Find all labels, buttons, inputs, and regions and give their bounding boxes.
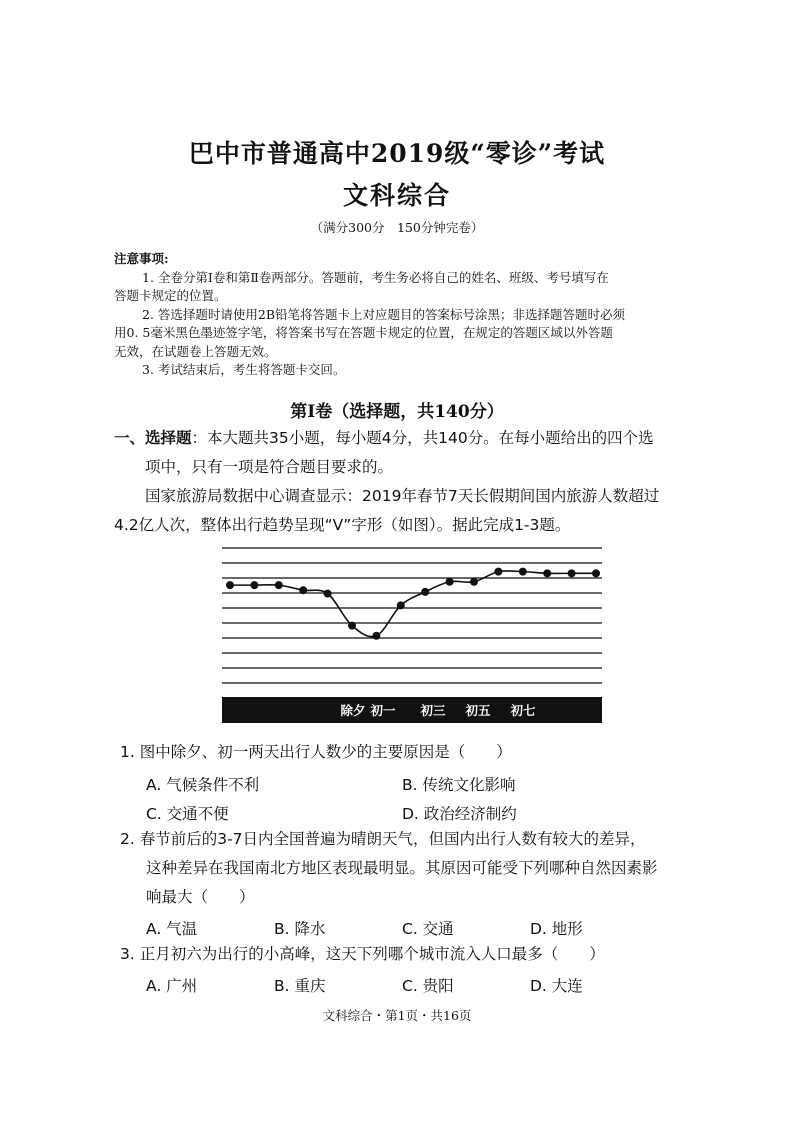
data-point	[446, 578, 454, 586]
q3-option-c: C. 贵阳	[402, 977, 454, 995]
intro-text-cont: 4.2亿人次，整体出行趋势呈现“V”字形（如图）。据此完成1-3题。	[114, 516, 571, 534]
q1-option-c: C. 交通不便	[146, 805, 229, 823]
trend-line	[230, 571, 596, 637]
question-3: 3. 正月初六为出行的小高峰，这天下列哪个城市流入人口最多（ ）	[120, 945, 605, 963]
data-point	[421, 588, 429, 596]
q2-option-a: A. 气温	[146, 920, 198, 938]
chart-grid	[222, 548, 602, 683]
x-tick-label: 初五	[465, 703, 491, 718]
data-point	[397, 601, 405, 609]
question-2-cont: 这种差异在我国南北方地区表现最明显。其原因可能受下列哪种自然因素影	[146, 859, 658, 877]
exam-subtitle: （满分300分 150分钟完卷）	[310, 220, 484, 235]
data-point	[226, 581, 234, 589]
notes-block	[114, 250, 684, 380]
data-point	[299, 586, 307, 594]
x-tick-label: 初三	[420, 703, 446, 718]
notes-line: 1. 全卷分第Ⅰ卷和第Ⅱ卷两部分。答题前，考生务必将自己的姓名、班级、考号填写在	[142, 269, 609, 285]
intro-text: 国家旅游局数据中心调查显示：2019年春节7天长假期间国内旅游人数超过	[145, 487, 660, 505]
notes-line: 3. 考试结束后，考生将答题卡交回。	[142, 362, 346, 377]
data-point	[324, 590, 332, 598]
notes-heading: 注意事项:	[114, 251, 169, 266]
q3-option-a: A. 广州	[146, 977, 198, 995]
question-1: 1. 图中除夕、初一两天出行人数少的主要原因是（ ）	[120, 743, 512, 761]
notes-line: 2. 答选择题时请使用2B铅笔将答题卡上对应题目的答案标号涂黑；非选择题答题时必须	[142, 306, 626, 322]
exam-title: 巴中市普通高中2019级“零诊”考试	[188, 139, 606, 168]
question-2: 2. 春节前后的3-7日内全国普遍为晴朗天气，但国内出行人数有较大的差异，	[120, 830, 646, 848]
question-2-cont: 响最大（ ）	[146, 888, 255, 906]
q3-option-b: B. 重庆	[274, 977, 326, 995]
data-point	[519, 568, 527, 576]
data-point	[275, 581, 283, 589]
q2-option-d: D. 地形	[530, 920, 583, 938]
data-point	[592, 569, 600, 577]
subject-title: 文科综合	[342, 181, 451, 210]
q3-option-d: D. 大连	[530, 977, 583, 995]
q1-option-a: A. 气候条件不利	[146, 776, 260, 794]
x-axis-bar	[222, 697, 602, 723]
data-point	[372, 632, 380, 640]
notes-line: 用0. 5毫米黑色墨迹签字笔，将答案书写在答题卡规定的位置，在规定的答题区域以外答题	[114, 325, 613, 340]
page-footer: 文科综合・第1页・共16页	[322, 1008, 472, 1023]
x-tick-label: 初七	[510, 703, 536, 718]
data-point	[470, 578, 478, 586]
section-title: 第Ⅰ卷（选择题，共140分）	[290, 402, 504, 422]
notes-line: 无效，在试题卷上答题无效。	[114, 343, 277, 359]
q2-option-c: C. 交通	[402, 920, 454, 938]
x-tick-label: 除夕	[340, 703, 366, 718]
data-point	[494, 568, 502, 576]
q2-option-b: B. 降水	[274, 920, 326, 938]
part-instructions-cont: 项中，只有一项是符合题目要求的。	[145, 458, 394, 476]
part-instructions	[114, 424, 714, 453]
q1-option-d: D. 政治经济制约	[402, 805, 517, 823]
data-point	[348, 622, 356, 630]
data-point	[568, 569, 576, 577]
x-tick-label: 初一	[370, 703, 396, 718]
part-label: 一、选择题	[114, 429, 192, 447]
travel-trend-chart	[222, 545, 602, 727]
q1-option-b: B. 传统文化影响	[402, 776, 516, 794]
data-point	[543, 569, 551, 577]
notes-line: 答题卡规定的位置。	[114, 288, 227, 303]
data-point	[250, 581, 258, 589]
part-text: ：本大题共35小题，每小题4分，共140分。在每小题给出的四个选	[191, 429, 654, 447]
